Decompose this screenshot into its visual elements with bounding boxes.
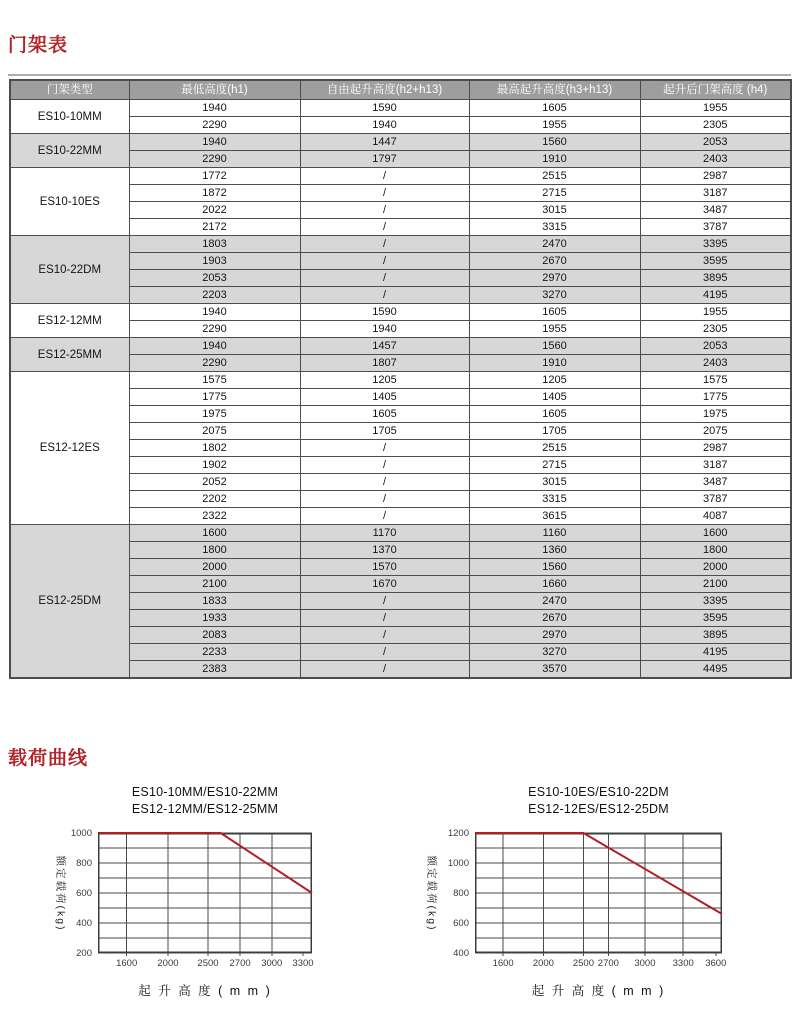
- chart-title: ES10-10MM/ES10-22MM: [131, 785, 279, 799]
- value-cell: 2053: [640, 134, 791, 151]
- value-cell: 1360: [469, 542, 640, 559]
- value-cell: 1933: [129, 610, 300, 627]
- value-cell: 3315: [469, 219, 640, 236]
- value-cell: 2403: [640, 355, 791, 372]
- value-cell: 3487: [640, 202, 791, 219]
- value-cell: 2233: [129, 644, 300, 661]
- value-cell: 1660: [469, 576, 640, 593]
- value-cell: 3787: [640, 491, 791, 508]
- mast-type-cell: ES12-25DM: [10, 525, 129, 679]
- x-tick-label: 2000: [157, 958, 179, 969]
- table-row: [10, 525, 791, 542]
- value-cell: 1670: [300, 576, 469, 593]
- value-cell: 1955: [640, 304, 791, 321]
- value-cell: 1370: [300, 542, 469, 559]
- value-cell: 1405: [469, 389, 640, 406]
- value-cell: 3895: [640, 270, 791, 287]
- value-cell: 2987: [640, 440, 791, 457]
- value-cell: 2290: [129, 321, 300, 338]
- x-axis-label: 起 升 高 度 ( m m ): [138, 984, 272, 998]
- value-cell: /: [300, 185, 469, 202]
- load-chart-mm: [8, 785, 353, 1025]
- value-cell: 2075: [640, 423, 791, 440]
- chart-title: ES10-10ES/ES10-22DM: [528, 785, 669, 799]
- value-cell: 1600: [640, 525, 791, 542]
- x-tick-label: 2700: [597, 958, 619, 969]
- mast-table: [9, 79, 792, 679]
- value-cell: /: [300, 593, 469, 610]
- y-axis-label: 额定载荷(kg): [54, 855, 67, 932]
- value-cell: 4195: [640, 644, 791, 661]
- mast-type-cell: ES10-22MM: [10, 134, 129, 168]
- value-cell: 1872: [129, 185, 300, 202]
- mast-type-cell: ES12-12MM: [10, 304, 129, 338]
- table-row: [10, 338, 791, 355]
- value-cell: 1940: [129, 304, 300, 321]
- value-cell: 1775: [129, 389, 300, 406]
- value-cell: /: [300, 644, 469, 661]
- value-cell: 2000: [640, 559, 791, 576]
- y-tick-label: 600: [76, 887, 92, 899]
- value-cell: 1940: [300, 321, 469, 338]
- value-cell: /: [300, 168, 469, 185]
- table-row: [10, 100, 791, 117]
- value-cell: /: [300, 253, 469, 270]
- value-cell: 2470: [469, 593, 640, 610]
- column-header: 最低高度(h1): [129, 80, 300, 100]
- value-cell: 1605: [300, 406, 469, 423]
- value-cell: /: [300, 270, 469, 287]
- value-cell: 1955: [469, 321, 640, 338]
- value-cell: /: [300, 219, 469, 236]
- value-cell: 2403: [640, 151, 791, 168]
- value-cell: 2715: [469, 185, 640, 202]
- mast-table-title: 门架表: [8, 35, 69, 56]
- column-header: 自由起升高度(h2+h13): [300, 80, 469, 100]
- load-chart-svg: [98, 833, 312, 958]
- value-cell: 1910: [469, 355, 640, 372]
- value-cell: 2715: [469, 457, 640, 474]
- value-cell: 2000: [129, 559, 300, 576]
- value-cell: 3315: [469, 491, 640, 508]
- value-cell: 1802: [129, 440, 300, 457]
- value-cell: 2970: [469, 627, 640, 644]
- value-cell: 1940: [129, 100, 300, 117]
- value-cell: 2290: [129, 151, 300, 168]
- x-tick-label: 2500: [197, 958, 219, 969]
- value-cell: 1955: [469, 117, 640, 134]
- value-cell: /: [300, 474, 469, 491]
- value-cell: 1975: [129, 406, 300, 423]
- y-tick-label: 400: [76, 917, 92, 929]
- value-cell: /: [300, 457, 469, 474]
- value-cell: 1605: [469, 406, 640, 423]
- mast-type-cell: ES10-10ES: [10, 168, 129, 236]
- value-cell: 1570: [300, 559, 469, 576]
- value-cell: 3570: [469, 661, 640, 679]
- value-cell: 2305: [640, 117, 791, 134]
- value-cell: 3615: [469, 508, 640, 525]
- value-cell: 1772: [129, 168, 300, 185]
- value-cell: 2305: [640, 321, 791, 338]
- divider-rule: [8, 74, 791, 76]
- value-cell: 1940: [300, 117, 469, 134]
- value-cell: 1940: [129, 338, 300, 355]
- value-cell: 4195: [640, 287, 791, 304]
- value-cell: 2202: [129, 491, 300, 508]
- value-cell: 1590: [300, 100, 469, 117]
- value-cell: 2515: [469, 440, 640, 457]
- x-tick-label: 1600: [116, 958, 138, 969]
- x-tick-label: 3000: [261, 958, 283, 969]
- value-cell: 2053: [129, 270, 300, 287]
- value-cell: /: [300, 440, 469, 457]
- value-cell: 1590: [300, 304, 469, 321]
- value-cell: 2203: [129, 287, 300, 304]
- value-cell: /: [300, 287, 469, 304]
- x-tick-label: 2700: [229, 958, 251, 969]
- x-tick-label: 3600: [705, 958, 727, 969]
- value-cell: 1160: [469, 525, 640, 542]
- value-cell: /: [300, 610, 469, 627]
- value-cell: 1800: [640, 542, 791, 559]
- y-tick-label: 800: [453, 887, 469, 899]
- value-cell: /: [300, 202, 469, 219]
- value-cell: 3395: [640, 593, 791, 610]
- value-cell: 2052: [129, 474, 300, 491]
- value-cell: 2290: [129, 355, 300, 372]
- value-cell: 1605: [469, 100, 640, 117]
- value-cell: 4495: [640, 661, 791, 679]
- x-tick-label: 1600: [492, 958, 514, 969]
- y-tick-label: 1200: [447, 827, 469, 839]
- value-cell: 1975: [640, 406, 791, 423]
- y-tick-label: 1000: [70, 827, 92, 839]
- value-cell: 1902: [129, 457, 300, 474]
- value-cell: 1560: [469, 134, 640, 151]
- y-tick-label: 200: [76, 947, 92, 959]
- load-chart-svg: [475, 833, 722, 958]
- table-header-row: [10, 80, 791, 100]
- value-cell: 1833: [129, 593, 300, 610]
- mast-table-body: [10, 100, 791, 679]
- table-row: [10, 168, 791, 185]
- value-cell: 1807: [300, 355, 469, 372]
- value-cell: 3595: [640, 610, 791, 627]
- value-cell: 3187: [640, 185, 791, 202]
- x-tick-label: 2500: [572, 958, 594, 969]
- value-cell: 3595: [640, 253, 791, 270]
- value-cell: 3187: [640, 457, 791, 474]
- column-header: 门架类型: [10, 80, 129, 100]
- value-cell: 1457: [300, 338, 469, 355]
- y-tick-label: 600: [453, 917, 469, 929]
- value-cell: /: [300, 661, 469, 679]
- value-cell: 1910: [469, 151, 640, 168]
- table-row: [10, 304, 791, 321]
- value-cell: 3015: [469, 474, 640, 491]
- y-tick-label: 1000: [447, 857, 469, 869]
- value-cell: 3395: [640, 236, 791, 253]
- value-cell: 3270: [469, 644, 640, 661]
- y-tick-label: 800: [76, 857, 92, 869]
- value-cell: 1560: [469, 338, 640, 355]
- value-cell: 1170: [300, 525, 469, 542]
- mast-type-cell: ES10-22DM: [10, 236, 129, 304]
- load-curve-line: [475, 833, 722, 914]
- value-cell: 3270: [469, 287, 640, 304]
- grid-lines: [98, 833, 312, 953]
- value-cell: 1575: [129, 372, 300, 389]
- value-cell: 2322: [129, 508, 300, 525]
- mast-type-cell: ES12-25MM: [10, 338, 129, 372]
- value-cell: 1605: [469, 304, 640, 321]
- x-tick-label: 2000: [532, 958, 554, 969]
- value-cell: 4087: [640, 508, 791, 525]
- column-header: 起升后门架高度 (h4): [640, 80, 791, 100]
- x-axis-label: 起 升 高 度 ( m m ): [531, 984, 666, 998]
- value-cell: 2075: [129, 423, 300, 440]
- value-cell: 1940: [129, 134, 300, 151]
- table-row: [10, 236, 791, 253]
- value-cell: 2970: [469, 270, 640, 287]
- value-cell: 2022: [129, 202, 300, 219]
- value-cell: 1405: [300, 389, 469, 406]
- chart-subtitle: ES12-12MM/ES12-25MM: [131, 802, 279, 816]
- value-cell: /: [300, 236, 469, 253]
- value-cell: 2670: [469, 253, 640, 270]
- value-cell: 1705: [469, 423, 640, 440]
- value-cell: 1205: [300, 372, 469, 389]
- value-cell: 3895: [640, 627, 791, 644]
- load-chart-es-dm: [420, 785, 765, 1025]
- value-cell: 1903: [129, 253, 300, 270]
- column-header: 最高起升高度(h3+h13): [469, 80, 640, 100]
- mast-type-cell: ES10-10MM: [10, 100, 129, 134]
- value-cell: 1705: [300, 423, 469, 440]
- value-cell: 2470: [469, 236, 640, 253]
- value-cell: /: [300, 491, 469, 508]
- value-cell: 1775: [640, 389, 791, 406]
- value-cell: 3787: [640, 219, 791, 236]
- value-cell: /: [300, 627, 469, 644]
- value-cell: 2083: [129, 627, 300, 644]
- value-cell: 1205: [469, 372, 640, 389]
- value-cell: 1797: [300, 151, 469, 168]
- value-cell: 3015: [469, 202, 640, 219]
- value-cell: 2172: [129, 219, 300, 236]
- load-curves-title: 载荷曲线: [8, 748, 89, 769]
- value-cell: 1955: [640, 100, 791, 117]
- value-cell: 1600: [129, 525, 300, 542]
- value-cell: 1447: [300, 134, 469, 151]
- value-cell: 2053: [640, 338, 791, 355]
- table-row: [10, 372, 791, 389]
- value-cell: 1560: [469, 559, 640, 576]
- value-cell: 2100: [640, 576, 791, 593]
- value-cell: 1803: [129, 236, 300, 253]
- value-cell: 2515: [469, 168, 640, 185]
- value-cell: 2100: [129, 576, 300, 593]
- mast-type-cell: ES12-12ES: [10, 372, 129, 525]
- value-cell: 2290: [129, 117, 300, 134]
- value-cell: 2987: [640, 168, 791, 185]
- value-cell: 1800: [129, 542, 300, 559]
- x-tick-label: 3300: [672, 958, 694, 969]
- value-cell: 2383: [129, 661, 300, 679]
- x-tick-label: 3000: [634, 958, 656, 969]
- y-tick-label: 400: [453, 947, 469, 959]
- y-axis-label: 额定载荷(kg): [425, 855, 438, 932]
- x-tick-label: 3300: [292, 958, 314, 969]
- table-row: [10, 134, 791, 151]
- value-cell: /: [300, 508, 469, 525]
- value-cell: 3487: [640, 474, 791, 491]
- value-cell: 2670: [469, 610, 640, 627]
- chart-subtitle: ES12-12ES/ES12-25DM: [528, 802, 669, 816]
- value-cell: 1575: [640, 372, 791, 389]
